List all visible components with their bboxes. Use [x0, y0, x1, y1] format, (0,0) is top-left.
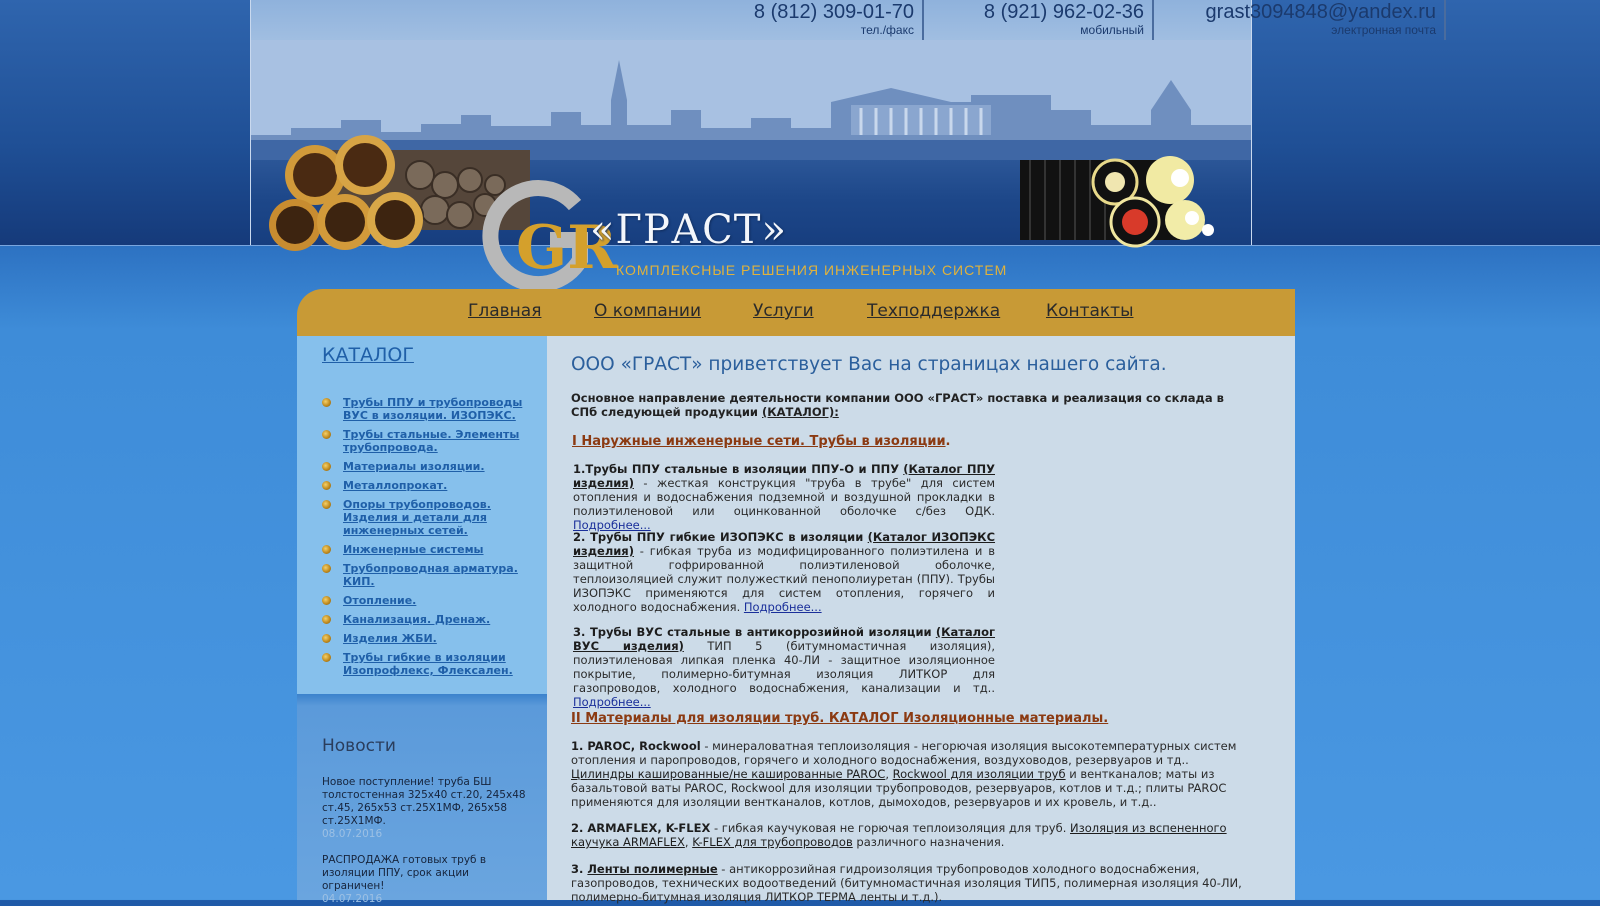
product-catalog-link[interactable]: (Каталог ППУ изделия)	[573, 462, 995, 490]
catalog-item-label[interactable]: Опоры трубопроводов. Изделия и детали для инженерных сетей.	[343, 498, 491, 537]
product-item	[573, 530, 995, 614]
material-text: - гибкая каучуковая не горючая теплоизоляция для труб.	[710, 821, 1071, 835]
contact-email	[911, 0, 1446, 40]
svg-text:GR: GR	[516, 213, 618, 283]
product-desc: ТИП 5 (битумномастичная изоляция), полиэтиленовая липкая пленка 40-ЛИ - защитное изоляционное покрытие, полимерно-битумная изоляция ЛИТКОР для газопроводов, холодного водоснабжения, канализации и тд..	[573, 639, 995, 695]
section-1-link[interactable]: I Наружные инженерные сети. Трубы в изоляции	[572, 434, 946, 449]
email-value[interactable]: grast3094848@yandex.ru	[1205, 1, 1436, 23]
news-item[interactable]	[322, 776, 532, 841]
product-desc: - жесткая конструкция "труба в трубе" для систем отопления и водоснабжения подземной и воздушной прокладки в полиэтиленовой или оцинкованной оболочке с/без ОДК.	[573, 476, 995, 518]
material-link[interactable]: Цилиндры кашированные/не кашированные PAROC	[571, 767, 886, 781]
more-link[interactable]: Подробнее...	[743, 600, 822, 614]
catalog-item[interactable]	[322, 498, 542, 537]
material-head: 1. PAROC, Rockwool	[571, 739, 701, 753]
phone-fax-value: 8 (812) 309-01-70	[753, 1, 914, 23]
catalog-item-label[interactable]: Материалы изоляции.	[343, 460, 485, 473]
more-link[interactable]: Подробнее...	[573, 695, 651, 709]
catalog-item[interactable]	[322, 651, 542, 677]
material-item	[571, 739, 1251, 809]
catalog-item[interactable]	[322, 613, 542, 626]
nav-support[interactable]: Техподдержка	[867, 301, 1001, 321]
intro-body: Основное направление деятельности компании ООО «ГРАСТ» поставка и реализация со склада в СПб следующей продукции	[571, 391, 1224, 419]
catalog-title[interactable]: КАТАЛОГ	[322, 344, 414, 366]
news-text[interactable]: РАСПРОДАЖА готовых труб в изоляции ППУ, срок акции ограничен!	[322, 854, 487, 892]
product-head: 3. Трубы ВУС стальные в антикоррозийной изоляции	[573, 625, 932, 639]
material-item	[571, 821, 1251, 849]
catalog-item[interactable]	[322, 396, 542, 422]
material-head: 2. ARMAFLEX, K-FLEX	[571, 821, 711, 835]
material-text: - минераловатная теплоизоляция - негорючая изоляция высокотемпературных систем отопления и паропроводов, горячего и холодного водоснабжения, воздуховодов, резервуаров и тд..	[571, 739, 1237, 767]
material-text: ,	[885, 767, 893, 781]
catalog-item-label[interactable]: Инженерные системы	[343, 543, 484, 556]
news-title: Новости	[322, 736, 396, 756]
brand-tagline: КОМПЛЕКСНЫЕ РЕШЕНИЯ ИНЖЕНЕРНЫХ СИСТЕМ	[616, 262, 1008, 278]
intro-catalog-link[interactable]: (КАТАЛОГ):	[762, 405, 839, 419]
material-text: - антикоррозийная гидроизоляция трубопроводов холодного водоснабжения, газопроводов, технических водоотведений (битумномастичная изоляция ТИП5, полимерная изоляция 40-ЛИ, полимерно-битумная изоляция ЛИТКОР ТЕРМА ленты и т.д.).	[571, 862, 1242, 904]
news-panel	[297, 694, 547, 905]
catalog-item-label[interactable]: Металлопрокат.	[343, 479, 448, 492]
catalog-item[interactable]	[322, 460, 542, 473]
nav-home[interactable]: Главная	[468, 301, 542, 321]
material-link[interactable]: Изоляция из вспененного каучука ARMAFLEX	[571, 821, 1227, 849]
catalog-item[interactable]	[322, 594, 542, 607]
material-item	[571, 862, 1251, 904]
material-link[interactable]: Rockwool для изоляции труб	[892, 767, 1066, 781]
catalog-item[interactable]	[322, 543, 542, 556]
intro-text	[571, 391, 1251, 419]
grast-logo	[480, 180, 618, 290]
email-label: электронная почта	[1331, 23, 1436, 37]
catalog-item-label[interactable]: Изделия ЖБИ.	[343, 632, 437, 645]
catalog-item[interactable]	[322, 562, 542, 588]
catalog-item-label[interactable]: Трубы стальные. Элементы трубопровода.	[343, 428, 520, 454]
product-head: 2. Трубы ППУ гибкие ИЗОПЭКС в изоляции	[573, 530, 864, 544]
catalog-item[interactable]	[322, 428, 542, 454]
main-nav	[297, 289, 1295, 336]
page-title: ООО «ГРАСТ» приветствует Вас на страницах нашего сайта.	[571, 354, 1167, 375]
brand-name: «ГРАСТ»	[590, 207, 787, 253]
phone-fax-label: тел./факс	[860, 23, 914, 37]
catalog-item-label[interactable]: Трубы гибкие в изоляции Изопрофлекс, Флексален.	[343, 651, 513, 677]
section-2-title[interactable]: II Материалы для изоляции труб. КАТАЛОГ Изоляционные материалы.	[571, 711, 1109, 726]
nav-contacts[interactable]: Контакты	[1046, 301, 1134, 321]
catalog-panel	[297, 336, 547, 694]
product-desc: - гибкая труба из модифицированного полиэтилена и в защитной гофрированной полиэтиленовой оболочке, теплоизоляцией служит полужесткий пенополиуретан (ППУ). Трубы ИЗОПЭКС применяются для систем отопления, горячего и холодного водоснабжения.	[573, 544, 995, 614]
product-head: 1.Трубы ППУ стальные в изоляции ППУ-О и ППУ	[573, 462, 900, 476]
sidebar	[297, 336, 547, 905]
material-link[interactable]: K-FLEX для трубопроводов	[692, 835, 853, 849]
product-catalog-link[interactable]: (Каталог ВУС изделия)	[573, 625, 995, 653]
product-item	[573, 625, 995, 709]
news-item[interactable]	[322, 854, 532, 906]
nav-services[interactable]: Услуги	[753, 301, 814, 321]
section-1-dot: .	[945, 434, 951, 449]
material-head: 3.	[571, 862, 588, 876]
product-catalog-link[interactable]: (Каталог ИЗОПЭКС изделия)	[573, 530, 996, 558]
material-text: различного назначения.	[852, 835, 1005, 849]
material-link[interactable]: Ленты полимерные	[587, 862, 718, 876]
catalog-item-label[interactable]: Канализация. Дренаж.	[343, 613, 491, 626]
mobile-label: мобильный	[1080, 23, 1144, 37]
section-1-title	[572, 434, 951, 449]
news-date: 04.07.2016	[322, 893, 383, 905]
catalog-item[interactable]	[322, 479, 542, 492]
material-text: и вентканалов; маты из базальтовой ваты PAROC, Rockwool для изоляции трубопроводов, резервуаров, котлов и т.д.; плиты PAROC применяются для изоляции вентканалов, котлов, дымоходов, резервуаров и их кровель, и т.д..	[571, 767, 1227, 809]
more-link[interactable]: Подробнее...	[573, 518, 651, 532]
material-text: ,	[684, 835, 693, 849]
catalog-item-label[interactable]: Отопление.	[343, 594, 417, 607]
catalog-item-label[interactable]: Трубы ППУ и трубопроводы ВУС в изоляции. ИЗОПЭКС.	[343, 396, 523, 422]
news-text[interactable]: Новое поступление! труба БШ толстостенная 325х40 ст.20, 245х48 ст.45, 265х53 ст.25Х1МФ, 265х58 ст.25Х1МФ.	[322, 776, 526, 827]
catalog-list	[322, 396, 542, 683]
main-content	[547, 336, 1295, 904]
news-date: 08.07.2016	[322, 828, 383, 840]
header-divider-line	[0, 245, 1600, 246]
catalog-item[interactable]	[322, 632, 542, 645]
insulated-pipes-image	[1020, 150, 1230, 250]
product-item	[573, 462, 995, 532]
mobile-value: 8 (921) 962-02-36	[983, 1, 1144, 23]
nav-about[interactable]: О компании	[594, 301, 702, 321]
catalog-item-label[interactable]: Трубопроводная арматура. КИП.	[343, 562, 518, 588]
